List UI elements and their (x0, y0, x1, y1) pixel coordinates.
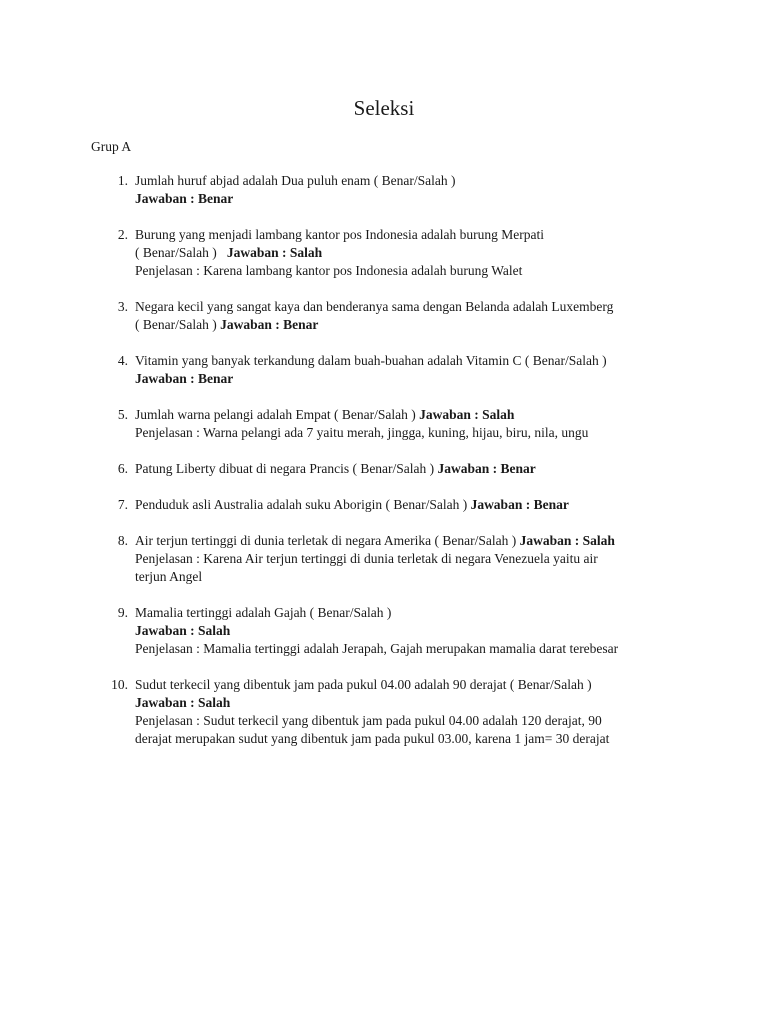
item-number: 8. (117, 533, 128, 548)
explanation-text: Penjelasan : Mamalia tertinggi adalah Jerapah, Gajah merupakan mamalia darat terebesar (135, 641, 619, 656)
list-item (0, 226, 768, 280)
answer-text: Jawaban : Benar (135, 191, 234, 206)
item-number: 5. (117, 407, 128, 422)
item-body (135, 298, 680, 334)
item-number: 6. (117, 461, 128, 476)
item-number: 1. (117, 173, 128, 188)
list-item (0, 604, 768, 658)
item-body (135, 460, 680, 478)
explanation-text-continued: derajat merupakan sudut yang dibentuk jam pada pukul 03.00, karena 1 jam= 30 derajat (135, 731, 610, 746)
question-text: Jumlah huruf abjad adalah Dua puluh enam ( Benar/Salah ) (135, 173, 456, 188)
explanation-text: Penjelasan : Warna pelangi ada 7 yaitu merah, jingga, kuning, hijau, biru, nila, ungu (135, 425, 589, 440)
question-line (135, 244, 680, 262)
list-item (0, 172, 768, 208)
group-label: Grup A (91, 139, 132, 154)
item-body (135, 604, 680, 658)
item-number: 2. (117, 227, 128, 242)
answer-text: Jawaban : Salah (519, 533, 615, 548)
question-list (0, 172, 768, 766)
question-text: Jumlah warna pelangi adalah Empat ( Benar/Salah ) (135, 407, 416, 422)
question-line (135, 316, 680, 334)
answer-text: Jawaban : Benar (470, 497, 569, 512)
question-line (135, 460, 680, 478)
answer-text: Jawaban : Benar (135, 371, 234, 386)
question-text: Burung yang menjadi lambang kantor pos Indonesia adalah burung Merpati (135, 227, 545, 242)
answer-text: Jawaban : Salah (135, 695, 231, 710)
item-body (135, 226, 680, 280)
list-item (0, 352, 768, 388)
explanation-text: Penjelasan : Karena Air terjun tertinggi di dunia terletak di negara Venezuela yaitu air (135, 551, 598, 566)
list-item (0, 496, 768, 514)
question-text: Negara kecil yang sangat kaya dan benderanya sama dengan Belanda adalah Luxemberg (135, 299, 614, 314)
list-item (0, 406, 768, 442)
question-text: Penduduk asli Australia adalah suku Aborigin ( Benar/Salah ) (135, 497, 468, 512)
answer-text: Jawaban : Salah (226, 245, 323, 260)
item-body (135, 676, 680, 748)
item-body (135, 532, 680, 586)
page-title: Seleksi (353, 96, 415, 120)
question-text-continued: ( Benar/Salah ) (135, 317, 217, 332)
answer-text: Jawaban : Benar (437, 461, 536, 476)
explanation-text: Penjelasan : Sudut terkecil yang dibentuk jam pada pukul 04.00 adalah 120 derajat, 90 (135, 713, 602, 728)
item-body (135, 352, 680, 388)
question-line (135, 532, 680, 550)
explanation-text: Penjelasan : Karena lambang kantor pos Indonesia adalah burung Walet (135, 263, 523, 278)
question-text: Vitamin yang banyak terkandung dalam buah-buahan adalah Vitamin C ( Benar/Salah ) (135, 353, 607, 368)
answer-text: Jawaban : Benar (220, 317, 319, 332)
question-text: Mamalia tertinggi adalah Gajah ( Benar/Salah ) (135, 605, 392, 620)
question-text: Air terjun tertinggi di dunia terletak di negara Amerika ( Benar/Salah ) (135, 533, 517, 548)
item-body (135, 172, 680, 208)
answer-text: Jawaban : Salah (419, 407, 515, 422)
question-text-continued: ( Benar/Salah ) (135, 245, 217, 260)
list-item (0, 532, 768, 586)
answer-text: Jawaban : Salah (135, 623, 231, 638)
item-body (135, 406, 680, 442)
item-number: 9. (117, 605, 128, 620)
explanation-text-continued: terjun Angel (135, 569, 203, 584)
item-number: 7. (117, 497, 128, 512)
item-number: 4. (117, 353, 128, 368)
question-line (135, 496, 680, 514)
question-text: Sudut terkecil yang dibentuk jam pada pukul 04.00 adalah 90 derajat ( Benar/Salah ) (135, 677, 592, 692)
list-item (0, 460, 768, 478)
item-number: 3. (117, 299, 128, 314)
question-line (135, 406, 680, 424)
item-body (135, 496, 680, 514)
list-item (0, 676, 768, 748)
item-number: 10. (111, 677, 128, 692)
list-item (0, 298, 768, 334)
question-text: Patung Liberty dibuat di negara Prancis ( Benar/Salah ) (135, 461, 435, 476)
